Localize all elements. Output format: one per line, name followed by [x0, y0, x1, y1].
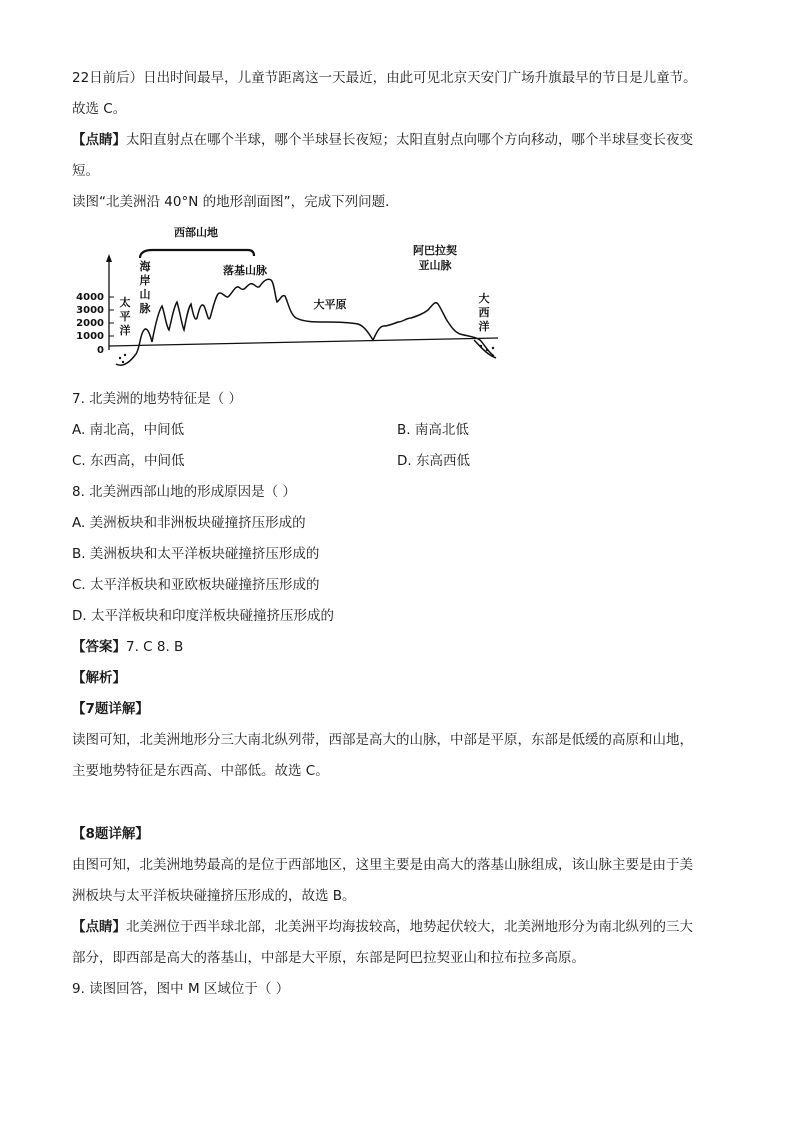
option-8b: B. 美洲板块和太平洋板块碰撞挤压形成的: [72, 546, 320, 562]
label-coast-range-1: 海: [139, 260, 151, 273]
terrain-profile-line: [116, 279, 494, 365]
label-coast-range-3: 山: [139, 288, 151, 301]
text-line: 短。: [72, 163, 99, 179]
tip-line: [72, 130, 693, 150]
question-8: 8. 北美洲西部山地的形成原因是（ ）: [72, 484, 296, 500]
label-atlantic-1: 大: [478, 292, 490, 305]
label-western-mountains: 西部山地: [174, 226, 218, 239]
tip-tag: 【点睛】: [72, 132, 126, 148]
question-9: 9. 读图回答，图中 M 区域位于（ ）: [72, 981, 290, 997]
detail-8-line-1: 由图可知，北美洲地势最高的是位于西部地区，这里主要是由高大的落基山脉组成，该山脉主要是由于美: [72, 857, 693, 873]
tick-3000: 3000: [76, 305, 104, 316]
answer-line: [72, 637, 183, 657]
tip-text: 太阳直射点在哪个半球，哪个半球昼长夜短；太阳直射点向哪个方向移动，哪个半球昼变长夜变: [126, 132, 693, 148]
tip-2-tag: 【点睛】: [72, 919, 126, 935]
answer-tag: 【答案】: [72, 639, 126, 655]
label-appalachian-2: 亚山脉: [418, 259, 452, 272]
label-appalachian-1: 阿巴拉契: [413, 244, 457, 257]
text-line: 故选 C。: [72, 101, 127, 117]
option-8a: A. 美洲板块和非洲板块碰撞挤压形成的: [72, 515, 306, 531]
option-7c: C. 东西高，中间低: [72, 453, 185, 469]
tick-0: 0: [97, 345, 104, 356]
terrain-profile-diagram: [68, 222, 508, 372]
option-7d: D. 东高西低: [397, 453, 470, 469]
label-pacific-1: 太: [119, 296, 131, 309]
y-axis-arrow: [106, 254, 112, 262]
tip-2-line-1: [72, 917, 693, 937]
detail-8-line-2: 洲板块与太平洋板块碰撞挤压形成的，故选 B。: [72, 888, 356, 904]
detail-7-line-1: 读图可知，北美洲地形分三大南北纵列带，西部是高大的山脉，中部是平原，东部是低缓的高原和山地，: [72, 732, 693, 748]
tick-2000: 2000: [76, 318, 104, 329]
label-atlantic-2: 西: [478, 306, 490, 319]
label-coast-range-4: 脉: [139, 302, 151, 315]
answer-text: 7. C 8. B: [126, 639, 184, 655]
text-line: 22日前后）日出时间最早，儿童节距离这一天最近，由此可见北京天安门广场升旗最早的节日是儿童节。: [72, 70, 697, 86]
label-coast-range-2: 岸: [139, 274, 151, 287]
tip-2-text: 北美洲位于西半球北部，北美洲平均海拔较高，地势起伏较大，北美洲地形分为南北纵列的三大: [126, 919, 693, 935]
option-8c: C. 太平洋板块和亚欧板块碰撞挤压形成的: [72, 577, 320, 593]
detail-7-line-2: 主要地势特征是东西高、中部低。故选 C。: [72, 763, 329, 779]
question-7: 7. 北美洲的地势特征是（ ）: [72, 391, 242, 407]
label-great-plains: 大平原: [313, 298, 347, 311]
label-pacific-2: 平: [119, 310, 131, 323]
text-line: 读图“北美洲沿 40°N 的地形剖面图”，完成下列问题．: [72, 194, 399, 210]
option-8d: D. 太平洋板块和印度洋板块碰撞挤压形成的: [72, 608, 334, 624]
tick-1000: 1000: [76, 331, 104, 342]
detail-7-heading: 【7题详解】: [72, 701, 149, 717]
tick-4000: 4000: [76, 292, 104, 303]
label-rocky-mountains: 落基山脉: [223, 264, 267, 277]
label-pacific-3: 洋: [119, 324, 131, 337]
option-7a: A. 南北高，中间低: [72, 422, 185, 438]
sea-floor-marks: [119, 345, 494, 363]
tip-2-line-2: 部分，即西部是高大的落基山，中部是大平原，东部是阿巴拉契亚山和拉布拉多高原。: [72, 950, 585, 966]
label-atlantic-3: 洋: [478, 320, 490, 333]
western-mountains-bracket: [140, 250, 254, 258]
analysis-heading: 【解析】: [72, 670, 126, 686]
option-7b: B. 南高北低: [397, 422, 469, 438]
sea-level-line: [109, 338, 498, 346]
detail-8-heading: 【8题详解】: [72, 826, 149, 842]
